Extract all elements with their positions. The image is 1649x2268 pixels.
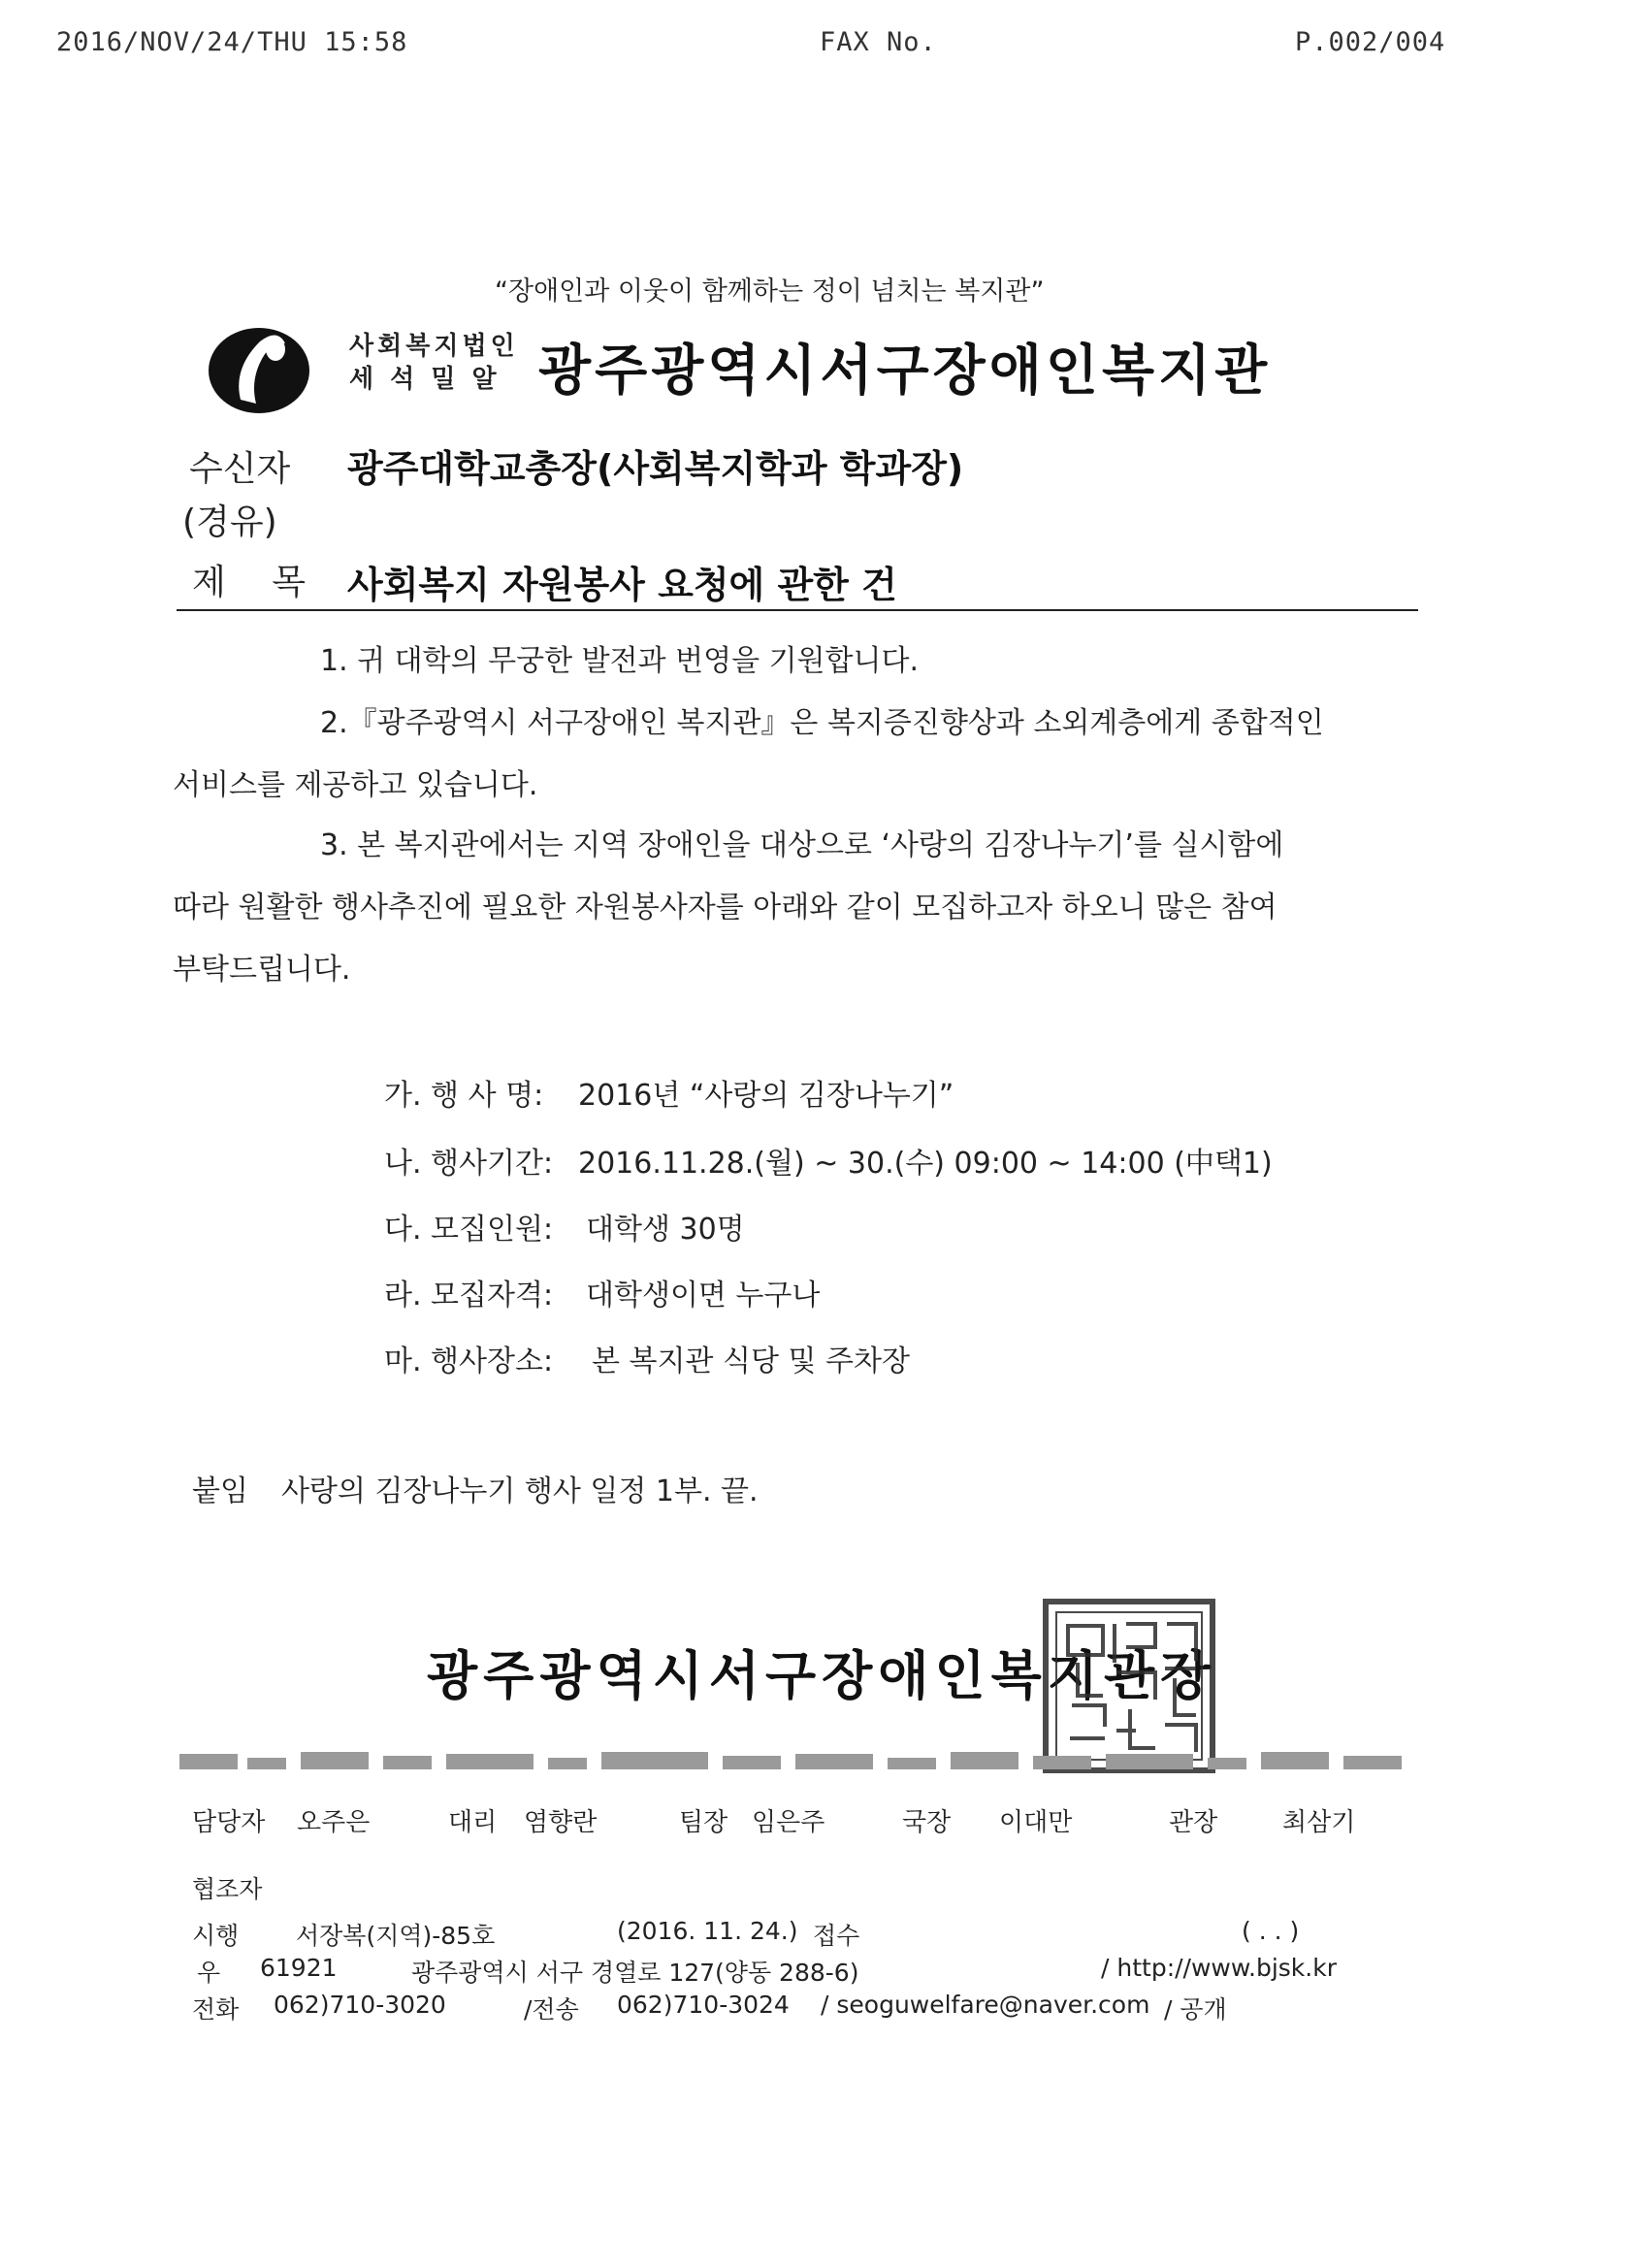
recipient-value: 광주대학교총장(사회복지학과 학과장) — [347, 447, 964, 490]
fax-number-footer: 062)710-3024 — [617, 1991, 790, 2019]
director-label: 국장 — [902, 1808, 952, 1837]
detail-value-eligibility: 대학생이면 누구나 — [586, 1279, 821, 1312]
staff-label: 담당자 — [192, 1808, 266, 1837]
receipt-value: ( . . ) — [1242, 1917, 1300, 1945]
corporation-line-1: 사회복지법인 — [349, 332, 519, 361]
phone-label: 전화 — [192, 1995, 240, 2024]
phone-number: 062)710-3020 — [274, 1991, 446, 2019]
deputy-label: 대리 — [448, 1808, 498, 1837]
detail-value-event-name: 2016년 “사랑의 김장나누기” — [578, 1079, 954, 1113]
address: 광주광역시 서구 경열로 127(양동 288-6) — [411, 1959, 859, 1987]
fax-page: P.002/004 — [1295, 27, 1446, 57]
email-link[interactable]: / seoguwelfare@naver.com — [821, 1991, 1150, 2019]
header-divider — [177, 609, 1418, 611]
head-label: 관장 — [1169, 1808, 1218, 1837]
corporation-name — [349, 330, 519, 396]
attachment-label: 붙임 — [192, 1474, 248, 1508]
redacted-text-strip — [170, 1746, 1421, 1779]
organization-logo-icon — [204, 320, 315, 417]
team-leader-label: 팀장 — [679, 1808, 728, 1837]
receipt-label: 접수 — [813, 1922, 860, 1950]
recipient-label: 수신자 — [189, 449, 291, 489]
detail-label-event-name: 가. 행 사 명: — [384, 1079, 544, 1113]
body-paragraph-1: 1. 귀 대학의 무궁한 발전과 번영을 기원합니다. — [320, 644, 920, 678]
postal-code: 61921 — [260, 1954, 338, 1982]
cooperator-label: 협조자 — [192, 1875, 263, 1903]
head-name: 최삼기 — [1282, 1808, 1356, 1837]
director-name: 이대만 — [999, 1808, 1073, 1837]
body-paragraph-2-line-2: 서비스를 제공하고 있습니다. — [173, 768, 538, 802]
detail-value-period: 2016.11.28.(월) ~ 30.(수) 09:00 ~ 14:00 (中택1) — [578, 1147, 1273, 1181]
fax-number: FAX No. — [820, 27, 937, 57]
via-label: (경유) — [182, 502, 277, 542]
postal-label: 우 — [197, 1959, 221, 1987]
subject-label: 제 목 — [192, 563, 323, 602]
closing-organization: 광주광역시서구장애인복지관장 — [427, 1645, 1217, 1706]
website-link[interactable]: / http://www.bjsk.kr — [1101, 1954, 1337, 1982]
detail-label-eligibility: 라. 모집자격: — [384, 1279, 554, 1312]
detail-label-recruits: 다. 모집인원: — [384, 1213, 554, 1247]
deputy-name: 염향란 — [524, 1808, 598, 1837]
detail-value-recruits: 대학생 30명 — [586, 1213, 745, 1247]
motto: “장애인과 이웃이 함께하는 정이 넘치는 복지관” — [495, 276, 1045, 307]
body-paragraph-3-line-3: 부탁드립니다. — [173, 953, 351, 987]
corporation-line-2: 세 석 밀 알 — [349, 365, 501, 394]
disclosure-status: / 공개 — [1164, 1995, 1227, 2024]
enforcement-number: 서장복(지역)-85호 — [296, 1922, 496, 1950]
detail-label-venue: 마. 행사장소: — [384, 1345, 554, 1378]
fax-datetime: 2016/NOV/24/THU 15:58 — [56, 27, 408, 57]
enforcement-label: 시행 — [192, 1922, 240, 1950]
organization-title: 광주광역시서구장애인복지관 — [538, 340, 1272, 403]
body-paragraph-2-line-1: 2.『광주광역시 서구장애인 복지관』은 복지증진향상과 소외계층에게 종합적인 — [320, 706, 1324, 740]
seal-pattern-icon — [1049, 1604, 1210, 1767]
subject-value: 사회복지 자원봉사 요청에 관한 건 — [347, 564, 897, 606]
body-paragraph-3-line-2: 따라 원활한 행사추진에 필요한 자원봉사자를 아래와 같이 모집하고자 하오니 많은 참여 — [173, 891, 1277, 924]
detail-value-venue: 본 복지관 식당 및 주차장 — [592, 1345, 910, 1378]
body-paragraph-3-line-1: 3. 본 복지관에서는 지역 장애인을 대상으로 ‘사랑의 김장나누기’를 실시함에 — [320, 828, 1284, 862]
staff-name: 오주은 — [297, 1808, 371, 1837]
attachment-value: 사랑의 김장나누기 행사 일정 1부. 끝. — [281, 1474, 759, 1508]
enforcement-date: (2016. 11. 24.) — [617, 1917, 798, 1945]
fax-label: /전송 — [524, 1995, 579, 2024]
team-leader-name: 임은주 — [752, 1808, 825, 1837]
detail-label-period: 나. 행사기간: — [384, 1147, 554, 1181]
